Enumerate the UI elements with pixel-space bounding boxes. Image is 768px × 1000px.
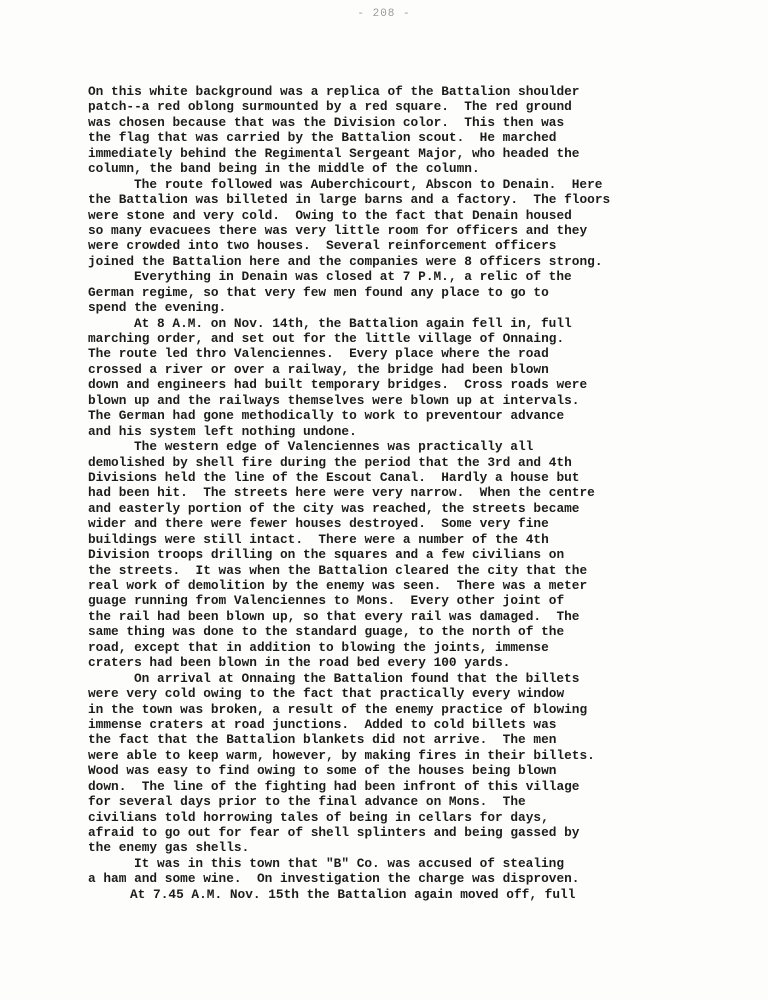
text-line: buildings were still intact. There were a number of the 4th (88, 531, 549, 547)
text-line: blown up and the railways themselves were blown up at intervals. (88, 392, 580, 408)
text-line: for several days prior to the final advance on Mons. The (88, 794, 526, 810)
text-line: Divisions held the line of the Escout Canal. Hardly a house but (88, 469, 580, 485)
text-line: The route followed was Auberchicourt, Abscon to Denain. Here (134, 176, 603, 192)
text-line: civilians told horrowing tales of being in cellars for days, (88, 809, 549, 825)
text-line: On arrival at Onnaing the Battalion found that the billets (134, 670, 580, 686)
text-line: in the town was broken, a result of the enemy practice of blowing (88, 701, 588, 717)
text-line: the fact that the Battalion blankets did not arrive. The men (88, 732, 557, 748)
text-line: the enemy gas shells. (88, 840, 250, 856)
text-line: guage running from Valenciennes to Mons. Every other joint of (88, 593, 565, 609)
text-line: had been hit. The streets here were very narrow. When the centre (88, 485, 595, 501)
text-line: demolished by shell fire during the period that the 3rd and 4th (88, 454, 572, 470)
typewritten-text (88, 84, 728, 902)
text-line: marching order, and set out for the little village of Onnaing. (88, 331, 565, 346)
text-line: were crowded into two houses. Several reinforcement officers (88, 238, 557, 254)
text-line: the flag that was carried by the Battalion scout. He marched (88, 130, 557, 146)
text-line: real work of demolition by the enemy was seen. There was a meter (88, 578, 588, 593)
text-line: column, the band being in the middle of the column. (88, 161, 480, 177)
text-line: crossed a river or over a railway, the bridge had been blown (88, 361, 549, 377)
text-line: the Battalion was billeted in large barns and a factory. The floors (88, 192, 611, 208)
text-line: Division troops drilling on the squares and a few civilians on (88, 547, 565, 563)
text-line: German regime, so that very few men found any place to go to (88, 284, 549, 300)
text-line: On this white background was a replica of the Battalion shoulder (88, 84, 580, 99)
text-line: down and engineers had built temporary bridges. Cross roads were (88, 377, 588, 393)
text-line: afraid to go out for fear of shell splinters and being gassed by (88, 825, 580, 840)
text-line: the streets. It was when the Battalion cleared the city that the (88, 562, 588, 578)
text-line: joined the Battalion here and the companies were 8 officers strong. (88, 253, 603, 269)
text-line: a ham and some wine. On investigation the charge was disproven. (88, 871, 580, 887)
text-line: so many evacuees there was very little room for officers and they (88, 222, 588, 238)
text-line: same thing was done to the standard guage, to the north of the (88, 624, 565, 640)
text-line: At 8 A.M. on Nov. 14th, the Battalion again fell in, full (134, 315, 572, 331)
text-line: the rail had been blown up, so that every rail was damaged. The (88, 608, 580, 624)
text-line: road, except that in addition to blowing the joints, immense (88, 639, 549, 655)
text-line: The western edge of Valenciennes was practically all (134, 439, 534, 455)
text-line: were stone and very cold. Owing to the fact that Denain housed (88, 207, 572, 223)
text-line: were able to keep warm, however, by making fires in their billets. (88, 747, 595, 763)
text-line: wider and there were fewer houses destroyed. Some very fine (88, 516, 549, 532)
text-line: At 7.45 A.M. Nov. 15th the Battalion again moved off, full (130, 886, 576, 902)
text-line: spend the evening. (88, 300, 227, 316)
page-number: - 208 - (357, 8, 411, 20)
text-line: down. The line of the fighting had been infront of this village (88, 778, 580, 794)
text-line: was chosen because that was the Division color. This then was (88, 114, 565, 130)
text-line: The German had gone methodically to work to preventour advance (88, 408, 565, 424)
text-line: and easterly portion of the city was reached, the streets became (88, 500, 580, 516)
text-line: and his system left nothing undone. (88, 423, 357, 439)
text-line: craters had been blown in the road bed every 100 yards. (88, 655, 511, 671)
text-line: immense craters at road junctions. Added to cold billets was (88, 716, 557, 732)
text-line: immediately behind the Regimental Sergeant Major, who headed the (88, 145, 580, 161)
text-line: were very cold owing to the fact that practically every window (88, 686, 565, 702)
text-line: It was in this town that "B" Co. was accused of stealing (134, 855, 565, 871)
text-line: Wood was easy to find owing to some of the houses being blown (88, 763, 557, 779)
text-line: The route led thro Valenciennes. Every place where the road (88, 346, 549, 362)
text-line: patch--a red oblong surmounted by a red square. The red ground (88, 99, 572, 115)
text-line: Everything in Denain was closed at 7 P.M., a relic of the (134, 269, 572, 285)
